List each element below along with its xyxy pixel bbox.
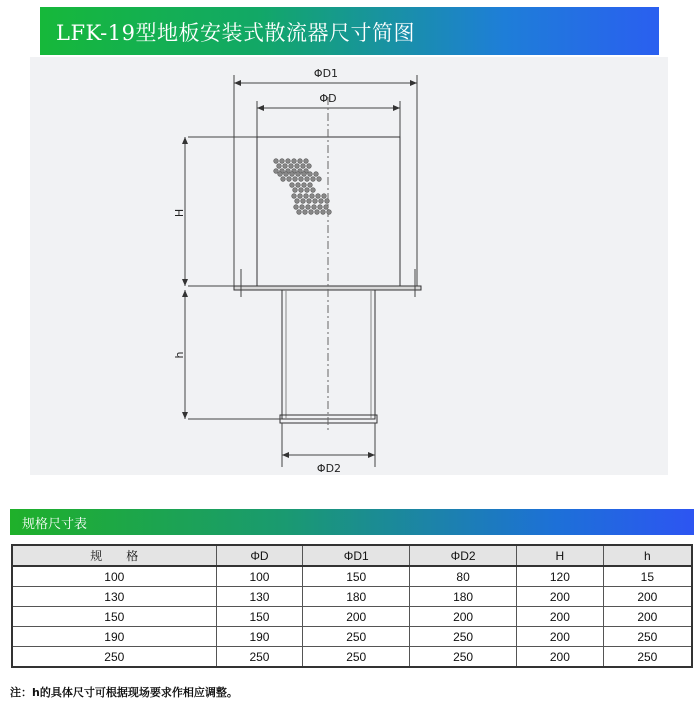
perforation-hole — [311, 188, 316, 193]
table-row — [12, 587, 692, 607]
perforation-hole — [316, 194, 321, 199]
table-row — [12, 627, 692, 647]
perforation-hole — [274, 169, 279, 174]
perforation-hole — [305, 177, 310, 182]
table-cell: 250 — [12, 647, 216, 668]
table-header-row — [12, 545, 692, 566]
table-cell: 100 — [12, 566, 216, 587]
table-cell: 190 — [12, 627, 216, 647]
label-h-lower: h — [173, 351, 186, 359]
perforation-hole — [307, 199, 312, 204]
table-cell: 250 — [410, 647, 517, 668]
perforation-hole — [290, 172, 295, 177]
table-row — [12, 566, 692, 587]
perforation-hole — [292, 159, 297, 164]
spec-section-title: 规格尺寸表 — [22, 517, 88, 532]
perforation-hole — [305, 188, 310, 193]
perforation-hole — [298, 194, 303, 199]
perforation-hole — [317, 177, 322, 182]
perforation-hole — [303, 210, 308, 215]
table-cell: 200 — [517, 587, 604, 607]
perforation-hole — [274, 159, 279, 164]
perforation-hole — [306, 205, 311, 210]
perforation-hole — [304, 159, 309, 164]
perforation-hole — [308, 183, 313, 188]
perforation-hole — [296, 183, 301, 188]
table-cell: 80 — [410, 566, 517, 587]
perforation-hole — [312, 205, 317, 210]
table-cell: 200 — [517, 627, 604, 647]
column-header: ΦD1 — [303, 545, 410, 566]
title-banner — [40, 7, 659, 55]
table-cell: 200 — [603, 587, 692, 607]
perforation-hole — [295, 164, 300, 169]
perforation-hole — [289, 164, 294, 169]
table-cell: 180 — [303, 587, 410, 607]
perforation-hole — [283, 164, 288, 169]
table-cell: 250 — [603, 627, 692, 647]
perforation-hole — [299, 177, 304, 182]
perforation-hole — [318, 205, 323, 210]
perforation-hole — [290, 183, 295, 188]
spec-table — [11, 544, 693, 668]
perforation-hole — [278, 172, 283, 177]
perforation-hole — [295, 199, 300, 204]
table-cell: 250 — [303, 627, 410, 647]
spec-section-header — [10, 509, 694, 535]
perforation-hole — [297, 210, 302, 215]
perforation-hole — [309, 210, 314, 215]
diffuser-drawing-svg — [30, 57, 668, 475]
table-cell: 250 — [410, 627, 517, 647]
perforation-hole — [298, 159, 303, 164]
column-header: H — [517, 545, 604, 566]
table-cell: 15 — [603, 566, 692, 587]
perforation-hole — [277, 164, 282, 169]
perforation-hole — [299, 188, 304, 193]
table-cell: 200 — [517, 647, 604, 668]
dimension-drawing — [30, 57, 668, 475]
perforation-hole — [314, 172, 319, 177]
perforation-hole — [321, 210, 326, 215]
perforation-hole — [304, 194, 309, 199]
perforation-hole — [293, 188, 298, 193]
perforation-hole — [324, 205, 329, 210]
perforation-hole — [310, 194, 315, 199]
perforation-hole — [313, 199, 318, 204]
label-d1: ΦD1 — [313, 67, 339, 80]
perforation-hole — [280, 159, 285, 164]
perforation-hole — [281, 177, 286, 182]
footnote: 注：h的具体尺寸可根据现场要求作相应调整。 — [10, 686, 238, 699]
table-cell: 250 — [603, 647, 692, 668]
perforation-hole — [301, 199, 306, 204]
perforation-hole — [315, 210, 320, 215]
perforation-hole — [308, 172, 313, 177]
column-header: 规 格 — [12, 545, 216, 566]
perforation-hole — [322, 194, 327, 199]
table-cell: 200 — [517, 607, 604, 627]
perforation-hole — [302, 172, 307, 177]
perforation-hole — [293, 177, 298, 182]
page-title: LFK-19型地板安装式散流器尺寸简图 — [56, 21, 415, 45]
perforation-hole — [301, 164, 306, 169]
column-header: h — [603, 545, 692, 566]
perforation-hole — [294, 205, 299, 210]
perforation-hole — [292, 194, 297, 199]
perforation-pattern — [274, 159, 332, 215]
perforation-hole — [286, 159, 291, 164]
column-header: ΦD — [216, 545, 303, 566]
table-cell: 190 — [216, 627, 303, 647]
table-cell: 250 — [216, 647, 303, 668]
label-d2: ΦD2 — [316, 462, 342, 475]
perforation-hole — [319, 199, 324, 204]
perforation-hole — [287, 177, 292, 182]
table-cell: 200 — [410, 607, 517, 627]
perforation-hole — [311, 177, 316, 182]
perforation-hole — [302, 183, 307, 188]
perforation-hole — [300, 205, 305, 210]
table-cell: 150 — [303, 566, 410, 587]
perforation-hole — [284, 172, 289, 177]
perforation-hole — [307, 164, 312, 169]
table-cell: 180 — [410, 587, 517, 607]
column-header: ΦD2 — [410, 545, 517, 566]
label-h-upper: H — [173, 208, 186, 218]
perforation-hole — [296, 172, 301, 177]
table-cell: 150 — [216, 607, 303, 627]
table-cell: 130 — [12, 587, 216, 607]
table-cell: 100 — [216, 566, 303, 587]
perforation-hole — [325, 199, 330, 204]
perforation-hole — [327, 210, 332, 215]
table-cell: 250 — [303, 647, 410, 668]
table-cell: 200 — [603, 607, 692, 627]
table-cell: 150 — [12, 607, 216, 627]
table-row — [12, 607, 692, 627]
table-row — [12, 647, 692, 668]
label-d: ΦD — [319, 92, 337, 105]
table-cell: 200 — [303, 607, 410, 627]
table-cell: 130 — [216, 587, 303, 607]
table-cell: 120 — [517, 566, 604, 587]
